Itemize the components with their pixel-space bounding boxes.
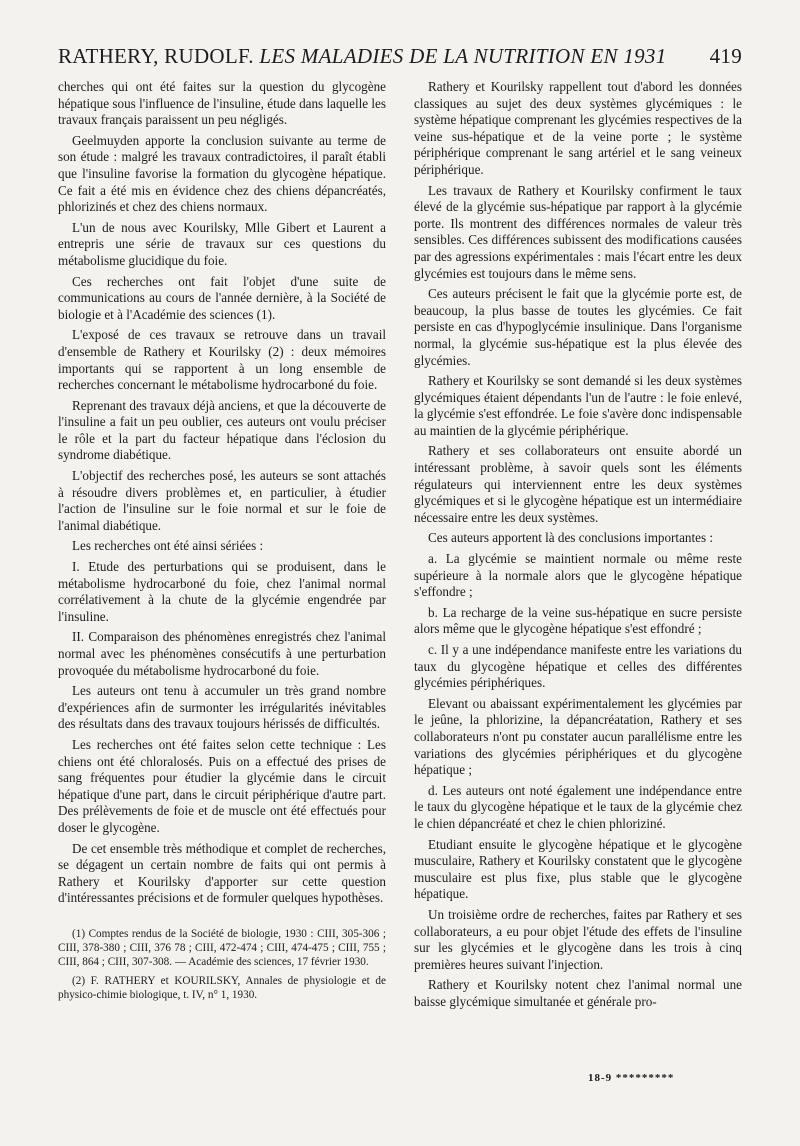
paragraph: a. La glycémie se maintient normale ou même reste supérieure à la normale alors que le glycogène hépatique s'effondre ; — [414, 551, 742, 600]
paragraph: c. Il y a une indépendance manifeste entre les variations du taux du glycogène hépatique et celles des différentes glycémies périphériques. — [414, 642, 742, 691]
paragraph: cherches qui ont été faites sur la question du glycogène hépatique sous l'influence de l'insuline, étude dans laquelle les travaux français paraissent un peu négligés. — [58, 79, 386, 128]
paragraph: Les recherches ont été ainsi sériées : — [72, 538, 264, 554]
paragraph: II. Comparaison des phénomènes enregistrés chez l'animal normal avec les phénomènes consécutifs à une perturbation provoquée du métabolisme hydrocarboné du foie. — [58, 629, 386, 678]
paragraph: Ces auteurs précisent le fait que la glycémie porte est, de beaucoup, la plus basse de toutes les glycémies. Ce fait persiste en cas d'hypoglycémie insulinique. Dans l'organisme normal, la glycémie sus-hépatique est la plus élevée des glycémies. — [414, 286, 742, 368]
header-title: LES MALADIES DE LA NUTRITION EN 1931 — [259, 44, 667, 68]
paragraph: Les auteurs ont tenu à accumuler un très grand nombre d'expériences afin de surmonter les irrégularités inévitables des résultats dans des travaux toujours hérissés de difficultés. — [58, 683, 386, 732]
paragraph: Reprenant des travaux déjà anciens, et que la découverte de l'insuline a fait un peu oublier, ces auteurs ont voulu préciser le rôle et la part du facteur hépatique dans l'éclosion du syndrome diabétique. — [58, 397, 386, 463]
footnotes — [58, 927, 386, 1002]
paragraph: d. Les auteurs ont noté également une indépendance entre le taux du glycogène hépatique et le taux de la glycémie chez le chien dépancréaté et chez le chien phloriziné. — [414, 782, 742, 831]
paragraph: De cet ensemble très méthodique et complet de recherches, se dégagent un certain nombre de faits qui ont permis à Rathery et Kourilsky d'apporter sur cette question d'intéressantes précisions et de formuler quelques hypothèses. — [58, 840, 386, 906]
paragraph: Rathery et ses collaborateurs ont ensuite abordé un intéressant problème, à savoir quels sont les éléments régulateurs qui interviennent entre les deux systèmes glycémiques et si le glycogène hépatique est un intermédiaire nécessaire entre les deux systèmes. — [414, 443, 742, 525]
paragraph: Rathery et Kourilsky se sont demandé si les deux systèmes glycémiques étaient dépendants l'un de l'autre : le foie enlevé, la glycémie s'est effondrée. Le foie s'avère donc indispensable au maintien de la glycémie périphérique. — [414, 373, 742, 438]
left-column — [58, 79, 386, 1014]
paragraph: Ces recherches ont fait l'objet d'une suite de communications au cours de l'année dernière, à la Société de biologie et à l'Académie des sciences (1). — [58, 273, 386, 322]
paragraph: L'exposé de ces travaux se retrouve dans un travail d'ensemble de Rathery et Kourilsky (2) : deux mémoires importants qui se rapportent à un long ensemble de recherches concernant le métabolisme hydrocarboné du foie. — [58, 327, 386, 393]
footnote-1: (1) Comptes rendus de la Société de biologie, 1930 : CIII, 305-306 ; CIII, 378-380 ; CIII, 376 78 ; CIII, 472-474 ; CIII, 474-475 ; CIII, 755 ; CIII, 864 ; CIII, 307-308. — Académie des sciences, 17 février 1930. — [58, 927, 386, 969]
paragraph: Un troisième ordre de recherches, faites par Rathery et ses collaborateurs, a eu pour objet l'étude des effets de l'insuline sur les glycémies et le glycogène dans les trois à cinq premières heures suivant l'injection. — [414, 906, 742, 972]
two-column-body — [58, 79, 742, 1014]
running-header — [58, 44, 742, 69]
paragraph: Ces auteurs apportent là des conclusions importantes : — [428, 530, 714, 546]
paragraph: Elevant ou abaissant expérimentalement les glycémies par le jeûne, la phlorizine, la dépancréatation, Rathery et ses collaborateurs n'ont pu constater aucun parallélisme entre les variations des glycémies périphériques et du glycogène hépatique ; — [414, 695, 742, 778]
paragraph: b. La recharge de la veine sus-hépatique en sucre persiste alors même que le glycogène hépatique s'est effondré ; — [414, 604, 742, 637]
right-column — [414, 79, 742, 1014]
paragraph: L'un de nous avec Kourilsky, Mlle Gibert et Laurent a entrepris une série de travaux sur ces questions du métabolisme glucidique du foie. — [58, 219, 386, 268]
paragraph: Rathery et Kourilsky notent chez l'animal normal une baisse glycémique simultanée et générale pro- — [414, 977, 742, 1009]
page-number: 419 — [709, 44, 742, 68]
paragraph: Rathery et Kourilsky rappellent tout d'abord les données classiques au sujet des deux systèmes glycémiques : le système hépatique comprenant les glycémies respectives de la veine sus-hépatique et de la veine porte ; le système périphérique comprenant le sang artériel et le sang veineux périphérique. — [414, 79, 742, 177]
paragraph: I. Etude des perturbations qui se produisent, dans le métabolisme hydrocarboné du foie, chez l'animal normal corrélativement à la chute de la glycémie engendrée par l'insuline. — [58, 559, 386, 624]
paragraph: Les travaux de Rathery et Kourilsky confirment le taux élevé de la glycémie sus-hépatique par rapport à la glycémie porte. Ils montrent des différences normales de valeur très sensibles. Ces différences subissent des modifications causées par des agressions expérimentales : mais l'écart entre les deux glycémies est toujours dans le même sens. — [414, 182, 742, 281]
header-author: RATHERY, RUDOLF. — [58, 44, 254, 68]
footnote-2: (2) F. RATHERY et KOURILSKY, Annales de physiologie et de physico-chimie biologique, t. IV, n° 1, 1930. — [58, 974, 386, 1001]
paragraph: Etudiant ensuite le glycogène hépatique et le glycogène musculaire, Rathery et Kourilsky constatent que le glycogène musculaire est plus fixe, plus stable que le glycogène hépatique. — [414, 836, 742, 902]
paragraph: Les recherches ont été faites selon cette technique : Les chiens ont été chloralosés. Puis on a effectué des prises de sang fréquentes pour étudier la glycémie dans le circuit hépatique d'une part, dans le circuit périphérique d'autre part. Des prélèvements de foie et de muscle ont été effectués pour doser le glycogène. — [58, 736, 386, 835]
paragraph: Geelmuyden apporte la conclusion suivante au terme de son étude : malgré les travaux contradictoires, il paraît établi que l'insuline favorise la formation du glycogène hépatique. Ce fait a été mis en évidence chez des chiens dépancréatés, phlorizinés et chez des chiens normaux. — [58, 132, 386, 215]
printer-signature: 18-9 ********* — [588, 1072, 675, 1084]
paragraph: L'objectif des recherches posé, les auteurs se sont attachés à résoudre divers problèmes et, en particulier, à étudier l'action de l'insuline sur le foie normal et sur le foie de l'animal diabétique. — [58, 468, 386, 533]
